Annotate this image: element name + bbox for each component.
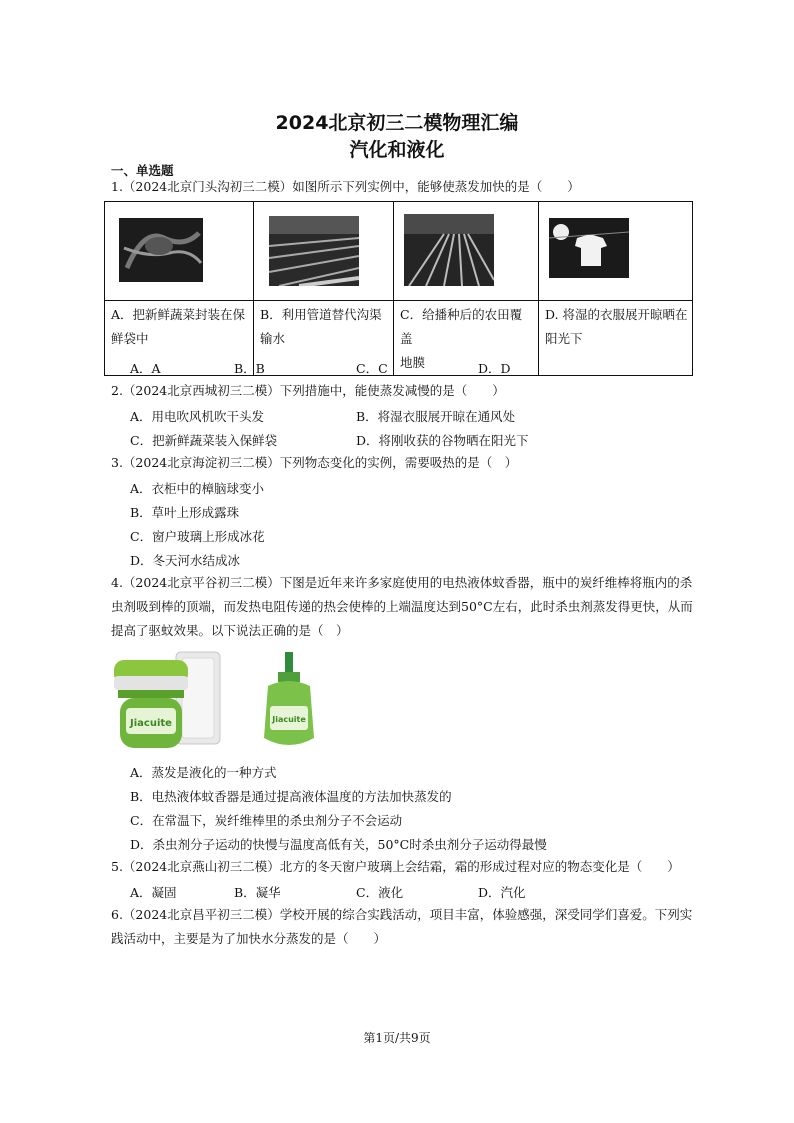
question-1-image-table (104, 201, 693, 376)
question-3-stem: 3.（2024北京海淀初三二模）下列物态变化的实例，需要吸热的是（ ） (111, 455, 518, 470)
image-cell-d (539, 202, 693, 301)
page-subtitle: 汽化和液化 (349, 139, 445, 161)
heater-bottle-label: Jiacuite (130, 718, 172, 729)
question-2-stem: 2.（2024北京西城初三二模）下列措施中，能使蒸发减慢的是（ ） (111, 383, 505, 398)
option-cell-d: D. 将湿的衣服展开晾晒在 阳光下 (539, 301, 693, 376)
vegetable-bag-photo (119, 218, 203, 282)
repellent-bottle-image (258, 652, 320, 752)
q2-option-a: A．用电吹风机吹干头发 (130, 409, 265, 424)
q1-option-a: A．A (130, 361, 161, 376)
page-title: 2024北京初三二模物理汇编 (275, 112, 519, 134)
q4-option-b: B．电热液体蚊香器是通过提高液体温度的方法加快蒸发的 (130, 789, 452, 804)
irrigation-field-photo (269, 216, 359, 286)
mosquito-repellent-heater-image (110, 646, 222, 752)
q2-option-c: C．把新鲜蔬菜装入保鲜袋 (130, 433, 278, 448)
drying-shirt-photo (549, 218, 629, 278)
image-cell-c (394, 202, 539, 301)
q4-option-d: D．杀虫剂分子运动的快慢与温度高低有关，50°C时杀虫剂分子运动得最慢 (130, 837, 547, 852)
q1-option-b: B．B (234, 361, 265, 376)
image-cell-b (254, 202, 394, 301)
question-5-stem: 5.（2024北京燕山初三二模）北方的冬天窗户玻璃上会结霜，霜的形成过程对应的物态变化是（ ） (111, 859, 680, 874)
question-6-stem-line1: 6.（2024北京昌平初三二模）学校开展的综合实践活动，项目丰富，体验感强，深受同学们喜爱。下列实 (111, 907, 693, 922)
q5-option-d: D．汽化 (478, 885, 526, 900)
mulch-film-field-photo (404, 214, 494, 286)
q3-option-b: B．草叶上形成露珠 (130, 505, 240, 520)
q2-option-b: B．将湿衣服展开晾在通风处 (356, 409, 516, 424)
question-4-stem-line3: 提高了驱蚊效果。以下说法正确的是（ ） (111, 623, 349, 638)
q3-option-d: D．冬天河水结成冰 (130, 553, 241, 568)
q3-option-c: C．窗户玻璃上形成冰花 (130, 529, 265, 544)
q5-option-a: A．凝固 (130, 885, 177, 900)
q1-option-d: D．D (478, 361, 511, 376)
q2-option-d: D．将刚收获的谷物晒在阳光下 (356, 433, 529, 448)
question-4-stem-line2: 虫剂吸到棒的顶端，而发热电阻传递的热会使棒的上端温度达到50°C左右，此时杀虫剂蒸发得更快，从而 (111, 599, 693, 614)
question-4-stem-line1: 4.（2024北京平谷初三二模）下图是近年来许多家庭使用的电热液体蚊香器，瓶中的炭纤维棒将瓶内的杀 (111, 575, 693, 590)
option-cell-c: C．给播种后的农田覆盖 地膜 (394, 301, 539, 376)
question-6-stem-line2: 践活动中，主要是为了加快水分蒸发的是（ ） (111, 931, 387, 946)
section-heading: 一、单选题 (111, 163, 174, 178)
option-cell-b: B．利用管道替代沟渠 输水 (254, 301, 394, 376)
image-cell-a (105, 202, 254, 301)
q4-option-c: C．在常温下，炭纤维棒里的杀虫剂分子不会运动 (130, 813, 403, 828)
option-cell-a: A．把新鲜蔬菜封装在保 鲜袋中 (105, 301, 254, 376)
q1-option-c: C．C (356, 361, 388, 376)
bottle-label: Jiacuite (272, 715, 306, 724)
q5-option-b: B．凝华 (234, 885, 281, 900)
page-number-footer: 第1页/共9页 (363, 1031, 431, 1045)
q5-option-c: C．液化 (356, 885, 404, 900)
q3-option-a: A．衣柜中的樟脑球变小 (130, 481, 265, 496)
q4-option-a: A．蒸发是液化的一种方式 (130, 765, 277, 780)
question-1-stem: 1.（2024北京门头沟初三二模）如图所示下列实例中，能够使蒸发加快的是（ ） (111, 179, 580, 194)
